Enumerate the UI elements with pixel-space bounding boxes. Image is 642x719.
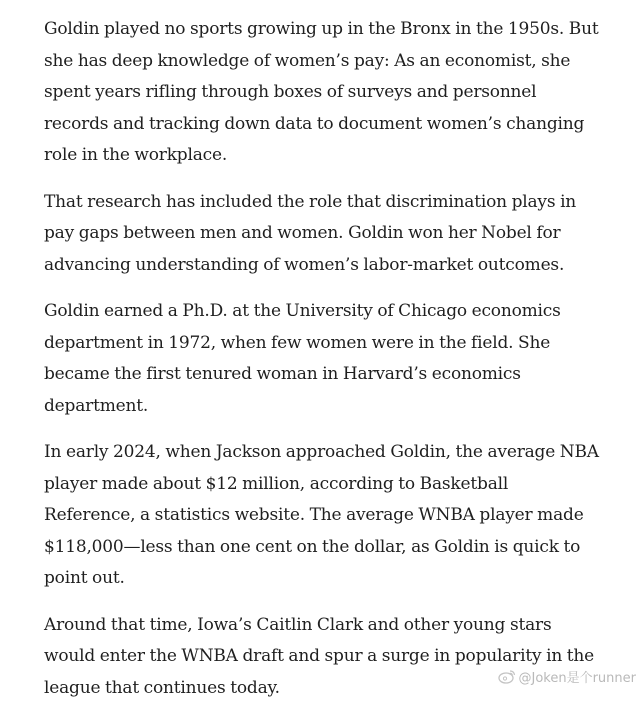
paragraph-5: Around that time, Iowa’s Caitlin Clark and other young stars would enter the WNBA draft and spur a surge in popularity in the league that continues today. [44, 614, 595, 698]
watermark-text: @Joken是个runner [518, 671, 636, 686]
watermark [498, 667, 637, 686]
article-body [44, 14, 604, 719]
paragraph-1: Goldin played no sports growing up in the Bronx in the 1950s. But she has deep knowledge of women’s pay: As an economist, she spent years rifling through boxes of surveys and personnel records and tracking down data to document women’s changing role in the workplace. [44, 19, 599, 165]
paragraph-3: Goldin earned a Ph.D. at the University of Chicago economics department in 1972, when few women were in the field. She became the first tenured woman in Harvard’s economics department. [44, 301, 561, 416]
weibo-logo-icon [498, 669, 516, 684]
paragraph-2: That research has included the role that discrimination plays in pay gaps between men and women. Goldin won her Nobel for advancing understanding of women’s labor-market outcomes. [44, 191, 577, 275]
paragraph-4: In early 2024, when Jackson approached Goldin, the average NBA player made about $12 million, according to Basketball Reference, a statistics website. The average WNBA player made $118,000—less than one cent on the dollar, as Goldin is quick to point out. [44, 442, 599, 588]
